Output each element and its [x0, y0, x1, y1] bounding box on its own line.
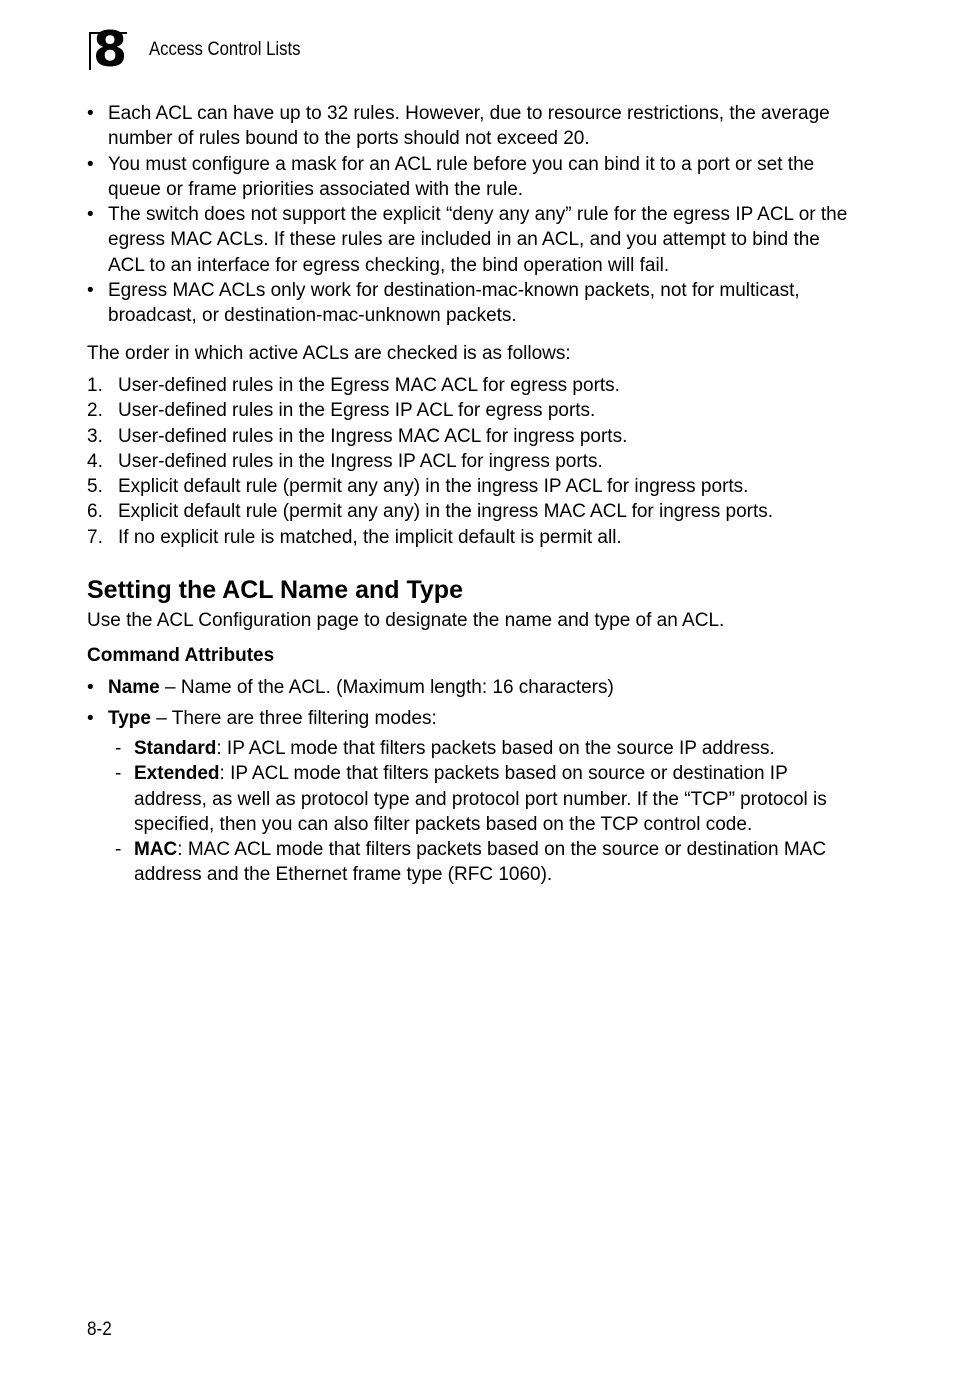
mode-desc: : IP ACL mode that filters packets based on source or destination IP address, as well as protocol type and protocol port number. If the “TCP” protocol is specified, then you can also filter packets based on the TCP control code. — [134, 763, 827, 835]
attribute-type — [87, 706, 857, 888]
command-attributes-list — [87, 675, 857, 887]
filtering-modes-list — [108, 736, 857, 888]
command-attributes-heading: Command Attributes — [87, 645, 275, 667]
attribute-name — [87, 675, 857, 700]
section-intro: Use the ACL Configuration page to designate the name and type of an ACL. — [87, 610, 725, 632]
dash-marker: - — [115, 737, 122, 759]
page-number: 8-2 — [87, 1319, 112, 1340]
step-number: 3. — [87, 425, 103, 447]
step-number: 4. — [87, 450, 103, 472]
step-text: User-defined rules in the Ingress MAC ACL for ingress ports. — [118, 425, 628, 447]
running-header-title: Access Control Lists — [149, 39, 301, 60]
list-item: • You must configure a mask for an ACL rule before you can bind it to a port or set the queue or frame priorities associated with the rule. — [87, 152, 857, 203]
attribute-desc: – There are three filtering modes: — [150, 707, 437, 729]
list-item — [87, 525, 857, 550]
step-number: 2. — [87, 400, 103, 422]
attribute-term: Name — [108, 677, 160, 699]
attribute-desc: – Name of the ACL. (Maximum length: 16 characters) — [159, 677, 614, 699]
order-intro: The order in which active ACLs are checked is as follows: — [87, 342, 571, 364]
acl-check-order-list — [87, 373, 857, 550]
mode-term: Standard — [134, 737, 217, 759]
list-item — [87, 474, 857, 499]
attribute-term: Type — [108, 707, 151, 729]
step-text: User-defined rules in the Egress IP ACL for egress ports. — [118, 400, 596, 422]
mode-desc: : MAC ACL mode that filters packets based on the source or destination MAC address and the Ethernet frame type (RFC 1060). — [134, 839, 827, 886]
acl-notes-list — [87, 101, 857, 329]
list-item — [87, 449, 857, 474]
step-number: 6. — [87, 501, 103, 523]
section-title: Setting the ACL Name and Type — [87, 576, 463, 605]
chapter-number: 8 — [93, 21, 127, 78]
step-number: 7. — [87, 526, 103, 548]
page-body — [87, 101, 857, 893]
list-item — [87, 398, 857, 423]
list-item — [108, 837, 857, 888]
mode-term: MAC — [134, 839, 178, 861]
list-item: • Egress MAC ACLs only work for destination-mac-known packets, not for multicast, broadcast, or destination-mac-unknown packets. — [87, 278, 857, 329]
step-text: User-defined rules in the Ingress IP ACL for ingress ports. — [118, 450, 603, 472]
list-item: • The switch does not support the explicit “deny any any” rule for the egress IP ACL or the egress MAC ACLs. If these rules are included in an ACL, and you attempt to bind the ACL to an interface for egress checking, the bind operation will fail. — [87, 202, 857, 278]
mode-desc: : IP ACL mode that filters packets based on the source IP address. — [216, 737, 775, 759]
list-item: • Each ACL can have up to 32 rules. However, due to resource restrictions, the average number of rules bound to the ports should not exceed 20. — [87, 101, 857, 152]
list-item — [108, 761, 857, 837]
mode-term: Extended — [134, 763, 220, 785]
dash-marker: - — [115, 839, 122, 861]
step-text: Explicit default rule (permit any any) in the ingress IP ACL for ingress ports. — [118, 476, 749, 498]
step-text: Explicit default rule (permit any any) in the ingress MAC ACL for ingress ports. — [118, 501, 774, 523]
step-number: 5. — [87, 476, 103, 498]
list-item — [87, 499, 857, 524]
list-item — [87, 424, 857, 449]
step-text: User-defined rules in the Egress MAC ACL for egress ports. — [118, 374, 620, 396]
list-item — [87, 373, 857, 398]
list-item — [108, 736, 857, 761]
step-text: If no explicit rule is matched, the implicit default is permit all. — [118, 526, 622, 548]
dash-marker: - — [115, 763, 122, 785]
step-number: 1. — [87, 374, 103, 396]
